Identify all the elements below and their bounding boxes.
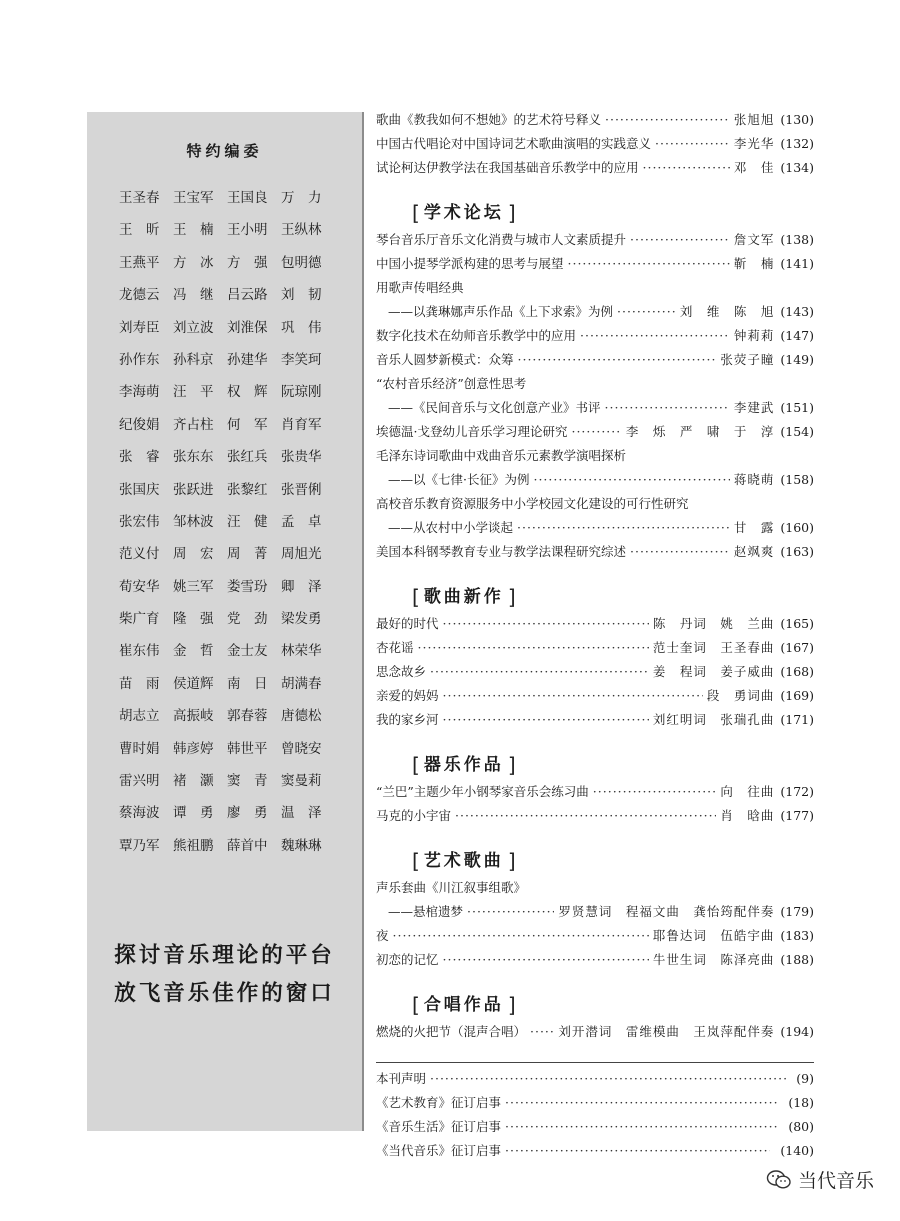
editor-name: 王纵林 bbox=[281, 222, 322, 239]
editor-name: 柴广育 bbox=[119, 611, 160, 628]
dot-leader bbox=[467, 900, 554, 924]
editor-row bbox=[119, 221, 335, 253]
toc-entry-title: ——悬棺遗梦 bbox=[388, 904, 464, 919]
editor-name: 吕云路 bbox=[227, 287, 268, 304]
toc-entry-author: 刘红明词 张瑞孔曲 bbox=[652, 712, 775, 727]
toc-entry-title: 初恋的记忆 bbox=[376, 952, 439, 967]
toc-entry-title: 我的家乡河 bbox=[376, 712, 439, 727]
toc-entry-page: (158) bbox=[780, 472, 814, 487]
toc-entry-author: 向 往曲 bbox=[720, 784, 775, 799]
toc-entry-title: 中国古代唱论对中国诗词艺术歌曲演唱的实践意义 bbox=[376, 136, 652, 151]
editor-name: 胡志立 bbox=[119, 708, 160, 725]
editor-name: 高振岐 bbox=[173, 708, 214, 725]
editor-name: 苗 雨 bbox=[119, 675, 160, 692]
editor-name: 蔡海波 bbox=[119, 805, 160, 822]
editor-name: 范义付 bbox=[119, 546, 160, 563]
editor-row bbox=[119, 319, 335, 351]
editor-name: 林荣华 bbox=[281, 643, 322, 660]
toc-entry-author: 李光华 bbox=[733, 136, 775, 151]
toc-entry-page: (172) bbox=[780, 784, 814, 799]
toc-entry-page: (177) bbox=[780, 808, 814, 823]
editor-name: 唐德松 bbox=[281, 708, 322, 725]
editor-name: 张跃进 bbox=[173, 481, 214, 498]
editor-name: 刘 韧 bbox=[281, 287, 322, 304]
toc-entry-heading: “农村音乐经济”创意性思考 bbox=[376, 376, 527, 391]
toc-entry bbox=[376, 948, 814, 972]
editor-name: 胡满春 bbox=[281, 675, 322, 692]
section-title: 合唱作品 bbox=[423, 995, 504, 1015]
toc-entry bbox=[376, 636, 814, 660]
toc-entry bbox=[376, 540, 814, 564]
toc-entry-title: ——以龚琳娜声乐作品《上下求索》为例 bbox=[388, 304, 614, 319]
dot-leader bbox=[655, 132, 730, 156]
toc-entry-title: 燃烧的火把节（混声合唱） bbox=[376, 1024, 527, 1039]
toc-entry-page: (154) bbox=[780, 424, 814, 439]
toc-entry bbox=[376, 516, 814, 540]
toc-entry-heading: 声乐套曲《川江叙事组歌》 bbox=[376, 880, 527, 895]
toc-entry-title: 马克的小宇宙 bbox=[376, 808, 452, 823]
dot-leader bbox=[533, 468, 729, 492]
toc-entry-title: 《当代音乐》征订启事 bbox=[376, 1143, 502, 1158]
toc-entry-title: 琴台音乐厅音乐文化消费与城市人文素质提升 bbox=[376, 232, 627, 247]
toc-entry-page: (151) bbox=[780, 400, 814, 415]
section-heading bbox=[376, 190, 814, 226]
editor-name: 隆 强 bbox=[173, 611, 214, 628]
toc-entry bbox=[376, 252, 814, 276]
dot-leader bbox=[605, 396, 730, 420]
toc-entry-title: 《艺术教育》征订启事 bbox=[376, 1095, 502, 1110]
toc-entry-title: 本刊声明 bbox=[376, 1071, 427, 1086]
editor-name: 龙德云 bbox=[119, 287, 160, 304]
slogans bbox=[87, 937, 362, 1013]
section-heading bbox=[376, 574, 814, 610]
editor-row bbox=[119, 254, 335, 286]
toc-entry-author: 邓 佳 bbox=[733, 160, 775, 175]
toc-entry-heading: 毛泽东诗词歌曲中戏曲音乐元素教学演唱探析 bbox=[376, 448, 627, 463]
editor-row bbox=[119, 383, 335, 415]
dot-leader bbox=[393, 924, 649, 948]
dot-leader bbox=[505, 1091, 778, 1115]
editor-name: 刘寿臣 bbox=[119, 319, 160, 336]
toc-entry bbox=[376, 228, 814, 252]
dot-leader bbox=[505, 1139, 770, 1163]
editor-name: 阮琼刚 bbox=[281, 384, 322, 401]
toc-entry bbox=[376, 468, 814, 492]
editor-name: 侯道辉 bbox=[173, 675, 214, 692]
toc-entry bbox=[376, 780, 814, 804]
editor-name: 张红兵 bbox=[227, 449, 268, 466]
editor-name: 梁发勇 bbox=[281, 611, 322, 628]
toc-entry-author: 李 烁 严 啸 于 淳 bbox=[625, 424, 775, 439]
toc-entry-page: (188) bbox=[780, 952, 814, 967]
toc-entry-author: 范士奎词 王圣春曲 bbox=[652, 640, 775, 655]
editor-name: 李笑珂 bbox=[281, 351, 322, 368]
editor-name: 权 辉 bbox=[227, 384, 268, 401]
toc-entry-page: (9) bbox=[796, 1071, 814, 1086]
editor-name: 王 昕 bbox=[119, 222, 160, 239]
editor-name: 荀安华 bbox=[119, 578, 160, 595]
toc-entry-page: (149) bbox=[780, 352, 814, 367]
editor-row bbox=[119, 804, 335, 836]
editor-name: 温 泽 bbox=[281, 805, 322, 822]
editor-name: 曾晓安 bbox=[281, 740, 322, 757]
toc-entry-page: (179) bbox=[780, 904, 814, 919]
editor-name: 窦 青 bbox=[227, 773, 268, 790]
bracket-decoration: [ bbox=[412, 993, 420, 1017]
editor-name: 熊祖鹏 bbox=[173, 837, 214, 854]
toc-entry-page: (168) bbox=[780, 664, 814, 679]
toc-entry bbox=[376, 348, 814, 372]
editor-name: 曹时娟 bbox=[119, 740, 160, 757]
toc-entry-author: 甘 露 bbox=[733, 520, 775, 535]
dot-leader bbox=[605, 108, 730, 132]
toc-entry-title: 中国小提琴学派构建的思考与展望 bbox=[376, 256, 564, 271]
section-title: 艺术歌曲 bbox=[423, 851, 504, 871]
bracket-decoration: [ bbox=[412, 753, 420, 777]
bracket-decoration: [ bbox=[412, 585, 420, 609]
editor-name: 万 力 bbox=[281, 190, 322, 206]
editor-name: 刘立波 bbox=[173, 319, 214, 336]
editor-row bbox=[119, 189, 335, 221]
toc-entry bbox=[376, 108, 814, 132]
editor-name: 汪 健 bbox=[227, 513, 268, 530]
toc-entry-author: 刘开潜词 雷维模曲 王岚萍配伴奏 bbox=[558, 1024, 775, 1039]
toc-entry-page: (183) bbox=[780, 928, 814, 943]
section-title: 歌曲新作 bbox=[423, 587, 504, 607]
editor-name: 姚三军 bbox=[173, 578, 214, 595]
editor-row bbox=[119, 416, 335, 448]
editor-name: 方 冰 bbox=[173, 254, 214, 271]
toc-entry-author: 耶鲁达词 伍皓宇曲 bbox=[652, 928, 775, 943]
section-title: 器乐作品 bbox=[423, 755, 504, 775]
slogan-line: 探讨音乐理论的平台 bbox=[114, 943, 335, 968]
toc-entry-title: 思念故乡 bbox=[376, 664, 427, 679]
editor-name: 齐占柱 bbox=[173, 416, 214, 433]
editor-name: 王国良 bbox=[227, 190, 268, 206]
toc-entry-title: ——从农村中小学谈起 bbox=[388, 520, 514, 535]
editor-row bbox=[119, 448, 335, 480]
dot-leader bbox=[443, 612, 649, 636]
toc-entry-author: 靳 楠 bbox=[733, 256, 775, 271]
editor-name: 王 楠 bbox=[173, 222, 214, 239]
toc-entry bbox=[376, 1020, 814, 1044]
editor-row bbox=[119, 513, 335, 545]
dot-leader bbox=[430, 660, 649, 684]
editor-row bbox=[119, 286, 335, 318]
toc-entry bbox=[376, 156, 814, 180]
editor-name: 李海萌 bbox=[119, 384, 160, 401]
wechat-icon bbox=[766, 1169, 792, 1191]
editor-row bbox=[119, 707, 335, 739]
editor-row bbox=[119, 545, 335, 577]
dot-leader bbox=[580, 324, 730, 348]
editor-name: 王宝军 bbox=[173, 190, 214, 206]
editor-row bbox=[119, 772, 335, 804]
toc-entry bbox=[376, 132, 814, 156]
toc-entry-page: (160) bbox=[780, 520, 814, 535]
editor-row bbox=[119, 837, 335, 869]
editor-name: 南 日 bbox=[227, 675, 268, 692]
dot-leader bbox=[443, 948, 649, 972]
editor-name: 张国庆 bbox=[119, 481, 160, 498]
toc-entry bbox=[376, 396, 814, 420]
editor-name: 周旭光 bbox=[281, 546, 322, 563]
bracket-decoration: ] bbox=[507, 849, 516, 873]
toc-entry-page: (140) bbox=[780, 1143, 814, 1158]
editor-name: 卿 泽 bbox=[281, 578, 322, 595]
toc-entry-author: 詹文军 bbox=[733, 232, 775, 247]
dot-leader bbox=[517, 516, 730, 540]
editor-name: 刘淮保 bbox=[227, 319, 268, 336]
editor-name: 覃乃军 bbox=[119, 837, 160, 854]
editor-row bbox=[119, 610, 335, 642]
toc-entry-page: (165) bbox=[780, 616, 814, 631]
dot-leader bbox=[455, 804, 716, 828]
toc-entry-title: 夜 bbox=[376, 928, 389, 943]
editor-name: 王燕平 bbox=[119, 254, 160, 271]
editor-name: 褚 灏 bbox=[173, 773, 214, 790]
dot-leader bbox=[443, 684, 703, 708]
toc-entry-author: 李建武 bbox=[733, 400, 775, 415]
toc-entry-title: 数字化技术在幼师音乐教学中的应用 bbox=[376, 328, 577, 343]
toc-entry-author: 牛世生词 陈泽亮曲 bbox=[652, 952, 775, 967]
dot-leader bbox=[518, 348, 717, 372]
editor-row bbox=[119, 481, 335, 513]
toc-entry-title: 亲爱的妈妈 bbox=[376, 688, 439, 703]
toc-entry-page: (194) bbox=[780, 1024, 814, 1039]
toc-entry-title: ——以《七律·长征》为例 bbox=[388, 472, 530, 487]
bracket-decoration: ] bbox=[507, 585, 516, 609]
section-heading bbox=[376, 982, 814, 1018]
editor-name: 张宏伟 bbox=[119, 513, 160, 530]
dot-leader bbox=[593, 780, 717, 804]
editor-name: 周 宏 bbox=[173, 546, 214, 563]
editor-row bbox=[119, 740, 335, 772]
editor-name: 张黎红 bbox=[227, 481, 268, 498]
toc-entry-author: 张旭旭 bbox=[733, 112, 775, 127]
toc-entry-page: (171) bbox=[780, 712, 814, 727]
editor-name: 郭春蓉 bbox=[227, 708, 268, 725]
toc-entry-page: (141) bbox=[780, 256, 814, 271]
toc-entry-author: 张荧子瞳 bbox=[720, 352, 775, 367]
dot-leader bbox=[630, 228, 730, 252]
toc-entry-author: 肖 晗曲 bbox=[720, 808, 775, 823]
editor-name: 周 菁 bbox=[227, 546, 268, 563]
toc-entry bbox=[376, 1067, 814, 1091]
dot-leader bbox=[630, 540, 730, 564]
toc-entry-page: (167) bbox=[780, 640, 814, 655]
toc-entry-title: 美国本科钢琴教育专业与教学法课程研究综述 bbox=[376, 544, 627, 559]
dot-leader bbox=[617, 300, 676, 324]
toc-entry-page: (147) bbox=[780, 328, 814, 343]
editor-name: 薛首中 bbox=[227, 837, 268, 854]
toc-entry-page: (130) bbox=[780, 112, 814, 127]
toc-entry bbox=[376, 612, 814, 636]
toc-entry-title: 杏花谣 bbox=[376, 640, 414, 655]
dot-leader bbox=[530, 1020, 554, 1044]
toc-entry-page: (143) bbox=[780, 304, 814, 319]
editor-name: 方 强 bbox=[227, 254, 268, 271]
toc-entry-heading: 高校音乐教育资源服务中小学校园文化建设的可行性研究 bbox=[376, 496, 689, 511]
toc-entry bbox=[376, 420, 814, 444]
toc-entry bbox=[376, 900, 814, 924]
table-of-contents bbox=[376, 108, 814, 1163]
toc-entry-title: 音乐人圆梦新模式：众筹 bbox=[376, 352, 514, 367]
toc-entry-title: 歌曲《教我如何不想她》的艺术符号释义 bbox=[376, 112, 602, 127]
toc-entry-author: 陈 丹词 姚 兰曲 bbox=[652, 616, 775, 631]
editor-name: 孙科京 bbox=[173, 351, 214, 368]
toc-entry-author: 段 勇词曲 bbox=[706, 688, 775, 703]
toc-entry bbox=[376, 924, 814, 948]
editor-name: 冯 继 bbox=[173, 287, 214, 304]
editor-name: 孙建华 bbox=[227, 351, 268, 368]
editor-name: 孟 卓 bbox=[281, 513, 322, 530]
toc-entry bbox=[376, 660, 814, 684]
toc-entry-page: (80) bbox=[788, 1119, 814, 1134]
toc-entry-author: 赵飒爽 bbox=[733, 544, 775, 559]
toc-entry-author: 蒋晓萌 bbox=[733, 472, 775, 487]
bracket-decoration: [ bbox=[412, 201, 420, 225]
dot-leader bbox=[443, 708, 649, 732]
editor-row bbox=[119, 642, 335, 674]
editor-name: 金士友 bbox=[227, 643, 268, 660]
toc-entry-page: (169) bbox=[780, 688, 814, 703]
editor-name: 王小明 bbox=[227, 222, 268, 239]
toc-entry-title: ——《民间音乐与文化创意产业》书评 bbox=[388, 400, 601, 415]
toc-entry-author: 姜 程词 姜子威曲 bbox=[652, 664, 775, 679]
bracket-decoration: ] bbox=[507, 753, 516, 777]
editor-row bbox=[119, 675, 335, 707]
toc-entry-author: 钟莉莉 bbox=[733, 328, 775, 343]
toc-entry-author: 刘 维 陈 旭 bbox=[679, 304, 775, 319]
toc-entry-title: 最好的时代 bbox=[376, 616, 439, 631]
dot-leader bbox=[568, 252, 730, 276]
toc-entry-heading: 用歌声传唱经典 bbox=[376, 280, 464, 295]
toc-entry bbox=[376, 708, 814, 732]
editor-name: 何 军 bbox=[227, 416, 268, 433]
editor-name: 王圣春 bbox=[119, 190, 160, 206]
editor-row bbox=[119, 351, 335, 383]
toc-entry-title: 《音乐生活》征订启事 bbox=[376, 1119, 502, 1134]
toc-entry-page: (134) bbox=[780, 160, 814, 175]
editor-name: 娄雪玢 bbox=[227, 578, 268, 595]
toc-entry bbox=[376, 1091, 814, 1115]
editor-name: 窦曼莉 bbox=[281, 773, 322, 790]
toc-entry bbox=[376, 684, 814, 708]
toc-entry bbox=[376, 804, 814, 828]
editor-row bbox=[119, 578, 335, 610]
toc-entry bbox=[376, 324, 814, 348]
editor-name: 张贵华 bbox=[281, 449, 322, 466]
toc-entry-author: 罗贤慧词 程福文曲 龚怡筠配伴奏 bbox=[558, 904, 775, 919]
editor-name: 谭 勇 bbox=[173, 805, 214, 822]
toc-entry-title: 埃德温·戈登幼儿音乐学习理论研究 bbox=[376, 424, 568, 439]
dot-leader bbox=[430, 1067, 786, 1091]
editor-name: 汪 平 bbox=[173, 384, 214, 401]
editor-name: 韩世平 bbox=[227, 740, 268, 757]
editors-title: 特约编委 bbox=[186, 142, 263, 160]
editors-list bbox=[119, 189, 335, 869]
editor-name: 张 睿 bbox=[119, 449, 160, 466]
editor-name: 廖 勇 bbox=[227, 805, 268, 822]
section-heading bbox=[376, 742, 814, 778]
toc-entry-page: (132) bbox=[780, 136, 814, 151]
bracket-decoration: ] bbox=[507, 201, 516, 225]
editor-name: 包明德 bbox=[281, 254, 322, 271]
dot-leader bbox=[643, 156, 730, 180]
panel-divider bbox=[362, 112, 364, 1131]
toc-entry bbox=[376, 1115, 814, 1139]
editor-name: 金 哲 bbox=[173, 643, 214, 660]
dot-leader bbox=[418, 636, 649, 660]
divider-rule bbox=[376, 1062, 814, 1063]
toc-entry-page: (18) bbox=[788, 1095, 814, 1110]
editor-name: 党 劲 bbox=[227, 611, 268, 628]
watermark bbox=[766, 1166, 874, 1193]
editor-name: 魏琳琳 bbox=[281, 837, 322, 854]
dot-leader bbox=[505, 1115, 778, 1139]
section-title: 学术论坛 bbox=[423, 203, 504, 223]
toc-entry-title: “兰巴”主题少年小钢琴家音乐会练习曲 bbox=[376, 784, 589, 799]
dot-leader bbox=[571, 420, 621, 444]
toc-entry-title: 试论柯达伊教学法在我国基础音乐教学中的应用 bbox=[376, 160, 639, 175]
editor-name: 孙作东 bbox=[119, 351, 160, 368]
section-heading bbox=[376, 838, 814, 874]
watermark-text: 当代音乐 bbox=[797, 1170, 874, 1192]
editorial-panel bbox=[87, 112, 362, 1131]
editor-name: 巩 伟 bbox=[281, 319, 322, 336]
bracket-decoration: ] bbox=[507, 993, 516, 1017]
toc-entry-page: (138) bbox=[780, 232, 814, 247]
toc-entry bbox=[376, 300, 814, 324]
toc-entry-page: (163) bbox=[780, 544, 814, 559]
slogan-line: 放飞音乐佳作的窗口 bbox=[114, 981, 335, 1006]
editor-name: 崔东伟 bbox=[119, 643, 160, 660]
editor-name: 张晋俐 bbox=[281, 481, 322, 498]
editor-name: 韩彦婷 bbox=[173, 740, 214, 757]
editor-name: 张东东 bbox=[173, 449, 214, 466]
toc-entry bbox=[376, 1139, 814, 1163]
bracket-decoration: [ bbox=[412, 849, 420, 873]
editor-name: 肖育军 bbox=[281, 416, 322, 433]
editor-name: 雷兴明 bbox=[119, 773, 160, 790]
editor-name: 纪俊娟 bbox=[119, 416, 160, 433]
editor-name: 邹林波 bbox=[173, 513, 214, 530]
